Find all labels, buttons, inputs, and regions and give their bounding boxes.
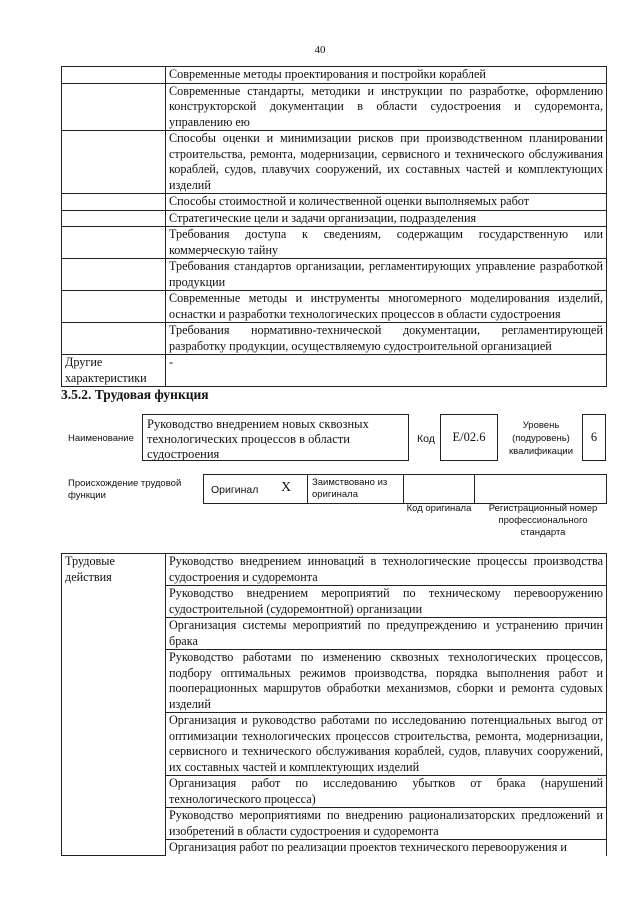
table-row: [62, 291, 607, 323]
table-row: [62, 227, 607, 259]
table-row: [62, 67, 607, 84]
table-cell: Современные методы проектирования и постройки кораблей: [166, 67, 607, 84]
original-mark: X: [281, 480, 292, 495]
table-row: [62, 554, 607, 586]
table-cell: Современные методы и инструменты многомерного моделирования изделий, оснастки и разработки технологических процессов в области судостроения: [166, 291, 607, 323]
table-row: [62, 210, 607, 227]
table-row-other: [62, 355, 607, 387]
code-original-caption: Код оригинала: [406, 503, 472, 514]
table-cell: Способы оценки и минимизации рисков при производственном планировании строительства, ремонта, модернизации, сервисного и технического обслуживания кораблей, судов, плавучих сооружений, их составных частей и комплектующих изделий: [166, 131, 607, 194]
table-cell: Руководство мероприятиями по внедрению рационализаторских предложений и изобретений в области судостроения и судоремонта: [166, 808, 607, 840]
borrowed-label: Заимствовано из оригинала: [312, 477, 388, 500]
table-cell-empty: [62, 131, 166, 194]
table-cell: Требования нормативно-технической документации, регламентирующей разработку продукции, осуществляемую судостроительной организацией: [166, 323, 607, 355]
table-row: [62, 259, 607, 291]
table-cell-empty: [62, 83, 166, 131]
table-cell: Современные стандарты, методики и инструкции по разработке, оформлению конструкторской документации в области судостроения и судоремонта, управлению ею: [166, 83, 607, 131]
registration-number-caption: Регистрационный номер профессионального стандарта: [488, 503, 598, 538]
table-cell-empty: [62, 67, 166, 84]
table-cell: Организация работ по исследованию убытков от брака (нарушений технологического процесса): [166, 776, 607, 808]
table-cell: Способы стоимостной и количественной оценки выполняемых работ: [166, 194, 607, 211]
table-row: [62, 194, 607, 211]
labor-actions-label: Трудовые действия: [62, 554, 166, 856]
table-cell: Требования доступа к сведениям, содержащим государственную или коммерческую тайну: [166, 227, 607, 259]
divider: [474, 474, 475, 504]
labor-actions-table: [61, 553, 607, 856]
table-row: [62, 131, 607, 194]
code-value: E/02.6: [452, 430, 486, 444]
table-cell-empty: [62, 194, 166, 211]
page-number: 40: [314, 44, 326, 56]
table-cell-empty: [62, 227, 166, 259]
table-cell: Организация системы мероприятий по предупреждению и устранению причин брака: [166, 618, 607, 650]
table-cell: Организация и руководство работами по исследованию потенциальных выгод от оптимизации технологических процессов строительства, ремонта, модернизации, сервисного и технического обслуживания кораблей, судов, плавучих сооружений, их составных частей и комплектующих изделий: [166, 713, 607, 776]
level-value: 6: [590, 430, 598, 444]
other-characteristics-label: Другие характеристики: [62, 355, 166, 387]
table-cell: Организация работ по реализации проектов технического перевооружения и: [166, 840, 607, 856]
divider: [403, 474, 404, 504]
table-cell-empty: [62, 210, 166, 227]
table-cell: Руководство работами по изменению сквозных технологических процессов, подбору оптимальных режимов производства, порядка выполнения работ и пооперационных маршрутов обработки механизмов, сборки и ремонта судовых изделий: [166, 650, 607, 713]
origin-label: Происхождение трудовой функции: [68, 478, 182, 501]
other-characteristics-value: -: [166, 355, 607, 387]
knowledge-table: [61, 66, 607, 387]
table-cell: Стратегические цели и задачи организации, подразделения: [166, 210, 607, 227]
table-row: [62, 83, 607, 131]
origin-box: [203, 474, 607, 504]
divider: [307, 474, 308, 504]
table-cell-empty: [62, 259, 166, 291]
function-name-box: [142, 414, 409, 461]
table-cell-empty: [62, 291, 166, 323]
section-title: 3.5.2. Трудовая функция: [61, 387, 209, 402]
level-label: Уровень (подуровень) квалификации: [508, 420, 574, 457]
table-cell: Руководство внедрением мероприятий по техническому перевооружению судостроительной (судоремонтной) организации: [166, 586, 607, 618]
name-label: Наименование: [68, 433, 134, 444]
level-value-box: [582, 414, 606, 461]
table-cell: Требования стандартов организации, регламентирующих управление разработкой продукции: [166, 259, 607, 291]
code-label: Код: [417, 433, 435, 445]
function-name-value: Руководство внедрением новых сквозных технологических процессов в области судостроения: [147, 417, 369, 461]
table-row: [62, 323, 607, 355]
table-cell: Руководство внедрением инноваций в технологические процессы производства судостроения и судоремонта: [166, 554, 607, 586]
table-cell-empty: [62, 323, 166, 355]
original-label: Оригинал: [211, 484, 259, 496]
code-value-box: [440, 414, 498, 461]
